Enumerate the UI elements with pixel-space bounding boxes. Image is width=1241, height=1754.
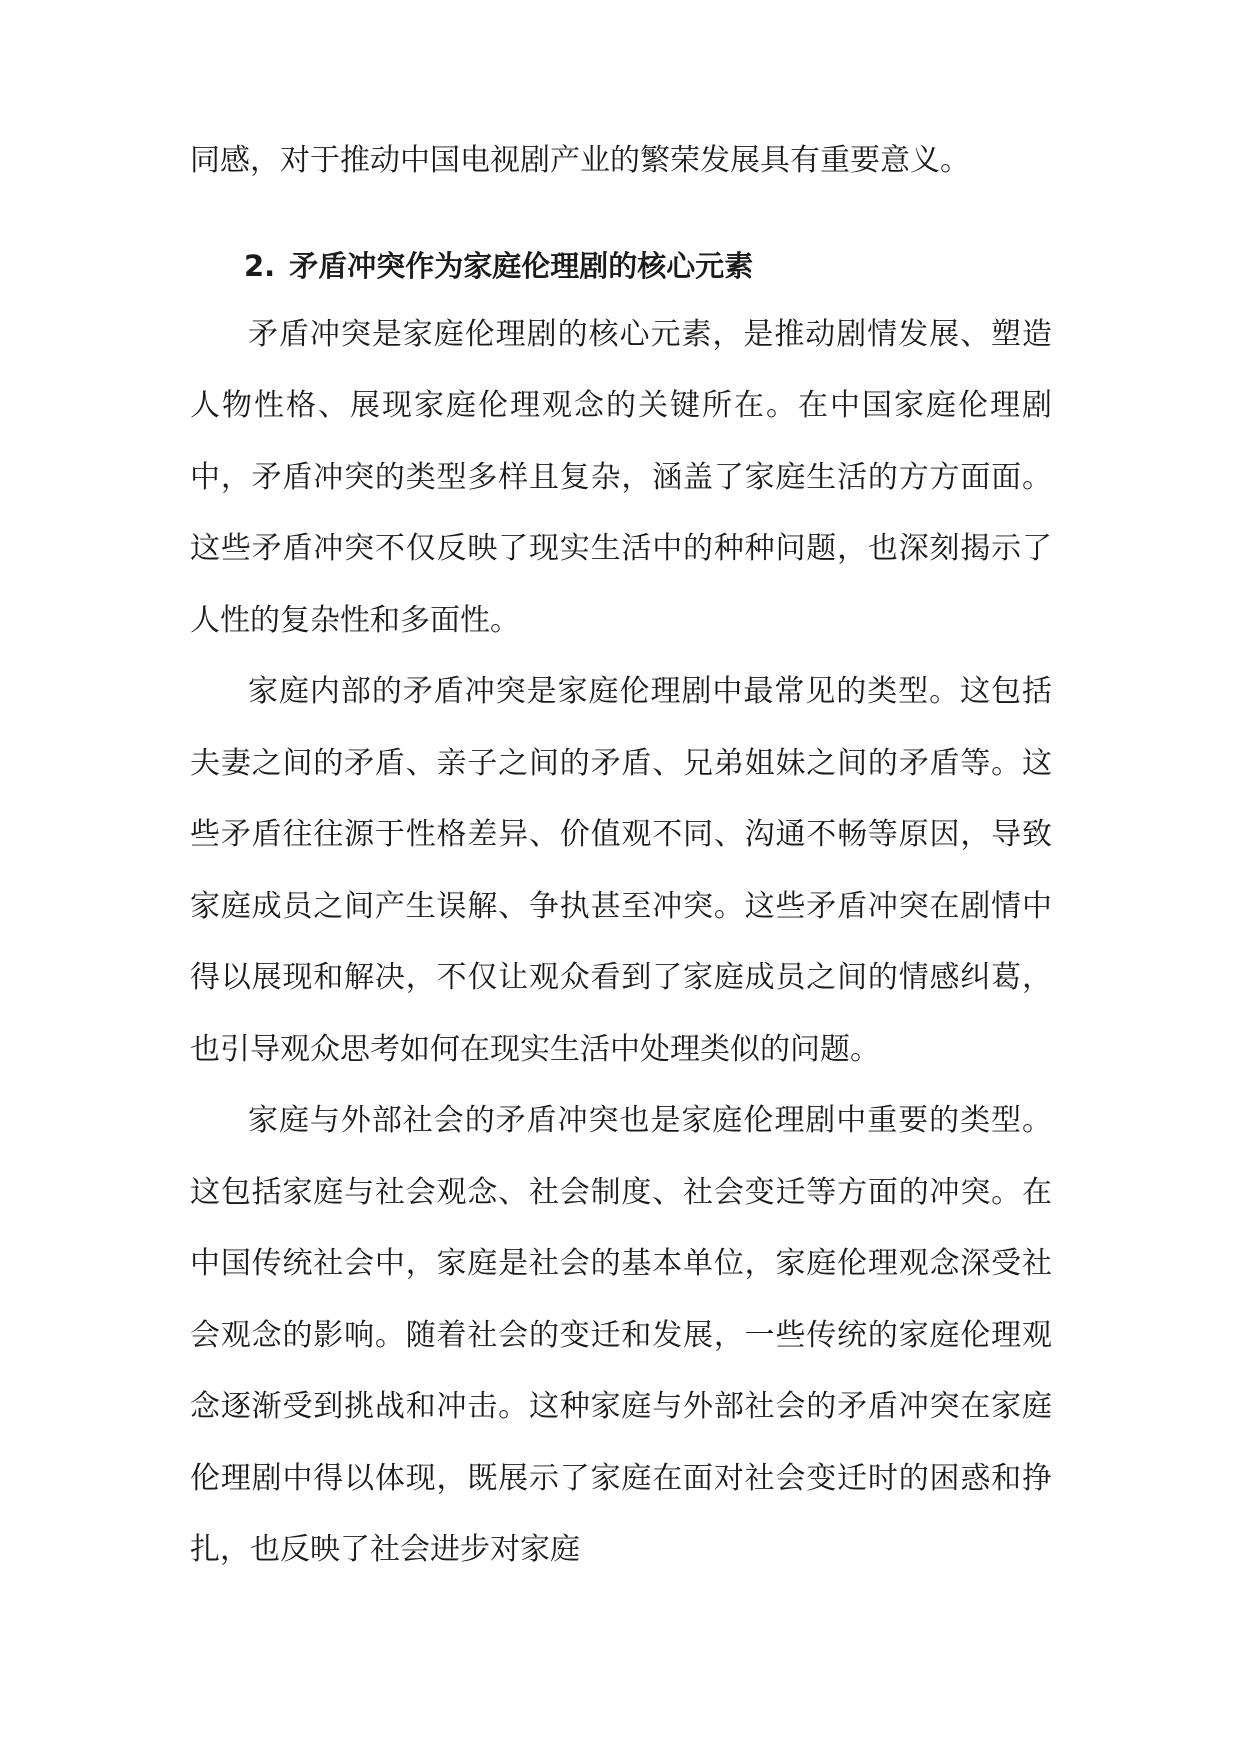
body-paragraph-3: 家庭与外部社会的矛盾冲突也是家庭伦理剧中重要的类型。这包括家庭与社会观念、社会制度、社会变迁等方面的冲突。在中国传统社会中，家庭是社会的基本单位，家庭伦理观念深受社会观念的影响。随着社会的变迁和发展，一些传统的家庭伦理观念逐渐受到挑战和冲击。这种家庭与外部社会的矛盾冲突在家庭伦理剧中得以体现，既展示了家庭在面对社会变迁时的困惑和挣扎，也反映了社会进步对家庭: [190, 1103, 1052, 1567]
section-number: 2.: [244, 248, 276, 283]
section-heading: [190, 233, 1052, 299]
body-paragraph-1: 矛盾冲突是家庭伦理剧的核心元素，是推动剧情发展、塑造人物性格、展现家庭伦理观念的关键所在。在中国家庭伦理剧中，矛盾冲突的类型多样且复杂，涵盖了家庭生活的方方面面。这些矛盾冲突不仅反映了现实生活中的种种问题，也深刻揭示了人性的复杂性和多面性。: [190, 316, 1052, 638]
lead-paragraph: 同感，对于推动中国电视剧产业的繁荣发展具有重要意义。: [190, 143, 970, 178]
body-paragraph-2: 家庭内部的矛盾冲突是家庭伦理剧中最常见的类型。这包括夫妻之间的矛盾、亲子之间的矛盾、兄弟姐妹之间的矛盾等。这些矛盾往往源于性格差异、价值观不同、沟通不畅等原因，导致家庭成员之间产生误解、争执甚至冲突。这些矛盾冲突在剧情中得以展现和解决，不仅让观众看到了家庭成员之间的情感纠葛，也引导观众思考如何在现实生活中处理类似的问题。: [190, 674, 1052, 1067]
section-title: 矛盾冲突作为家庭伦理剧的核心元素: [289, 248, 754, 283]
document-page: [190, 125, 1052, 1586]
